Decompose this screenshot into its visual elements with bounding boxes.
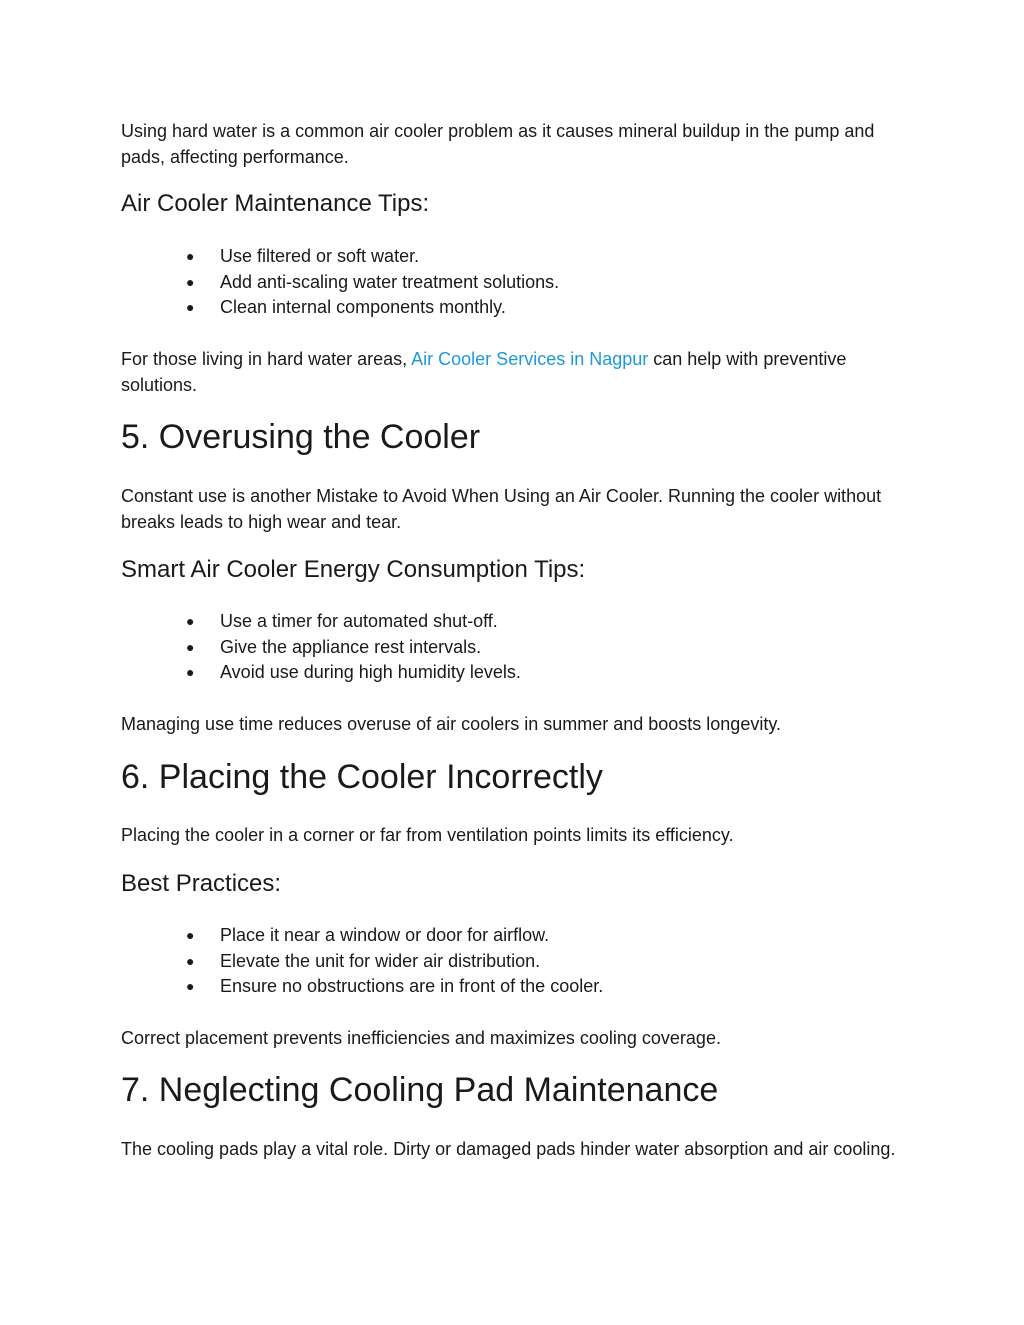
- section5-closing: Managing use time reduces overuse of air coolers in summer and boosts longevity.: [121, 714, 781, 734]
- bullet-icon: ●: [186, 613, 195, 629]
- list-item: ● Avoid use during high humidity levels.: [186, 660, 886, 686]
- list-item: ● Place it near a window or door for airflow.: [186, 923, 886, 949]
- section6-closing: Correct placement prevents inefficiencies and maximizes cooling coverage.: [121, 1028, 721, 1048]
- list-item: ● Clean internal components monthly.: [186, 295, 886, 321]
- best-practices-list: [186, 923, 886, 1000]
- intro-paragraph: Using hard water is a common air cooler problem as it causes mineral buildup in the pump and pads, affecting performance.: [121, 121, 875, 167]
- energy-tips-heading: Smart Air Cooler Energy Consumption Tips:: [121, 556, 586, 583]
- section6-intro: Placing the cooler in a corner or far from ventilation points limits its efficiency.: [121, 825, 734, 845]
- list-item: ● Add anti-scaling water treatment solutions.: [186, 270, 886, 296]
- list-item: ● Elevate the unit for wider air distribution.: [186, 949, 886, 975]
- maintenance-tips-heading: Air Cooler Maintenance Tips:: [121, 190, 430, 217]
- bullet-icon: ●: [186, 273, 195, 290]
- best-practices-heading: Best Practices:: [121, 870, 282, 897]
- section5-heading: 5. Overusing the Cooler: [121, 418, 481, 456]
- air-cooler-services-link[interactable]: Air Cooler Services in Nagpur: [411, 349, 649, 369]
- hard-water-paragraph: For those living in hard water areas, Air Cooler Services in Nagpur can help with preventive solutions.: [121, 349, 847, 395]
- list-item: ● Use filtered or soft water.: [186, 244, 886, 270]
- maintenance-tips-list: [186, 244, 886, 321]
- bullet-icon: ●: [186, 927, 195, 943]
- section5-intro: Constant use is another Mistake to Avoid When Using an Air Cooler. Running the cooler without breaks leads to high wear and tear.: [121, 486, 882, 532]
- bullet-icon: ●: [186, 638, 195, 655]
- section6-heading: 6. Placing the Cooler Incorrectly: [121, 758, 603, 796]
- energy-tips-list: [186, 609, 886, 686]
- bullet-icon: ●: [186, 978, 195, 994]
- bullet-icon: ●: [186, 664, 195, 680]
- list-item: ● Use a timer for automated shut-off.: [186, 609, 886, 635]
- bullet-icon: ●: [186, 299, 195, 315]
- section7-intro: The cooling pads play a vital role. Dirty or damaged pads hinder water absorption and air cooling.: [121, 1139, 896, 1159]
- bullet-icon: ●: [186, 248, 195, 264]
- bullet-icon: ●: [186, 952, 195, 969]
- section7-heading: 7. Neglecting Cooling Pad Maintenance: [121, 1071, 719, 1109]
- list-item: ● Give the appliance rest intervals.: [186, 635, 886, 661]
- list-item: ● Ensure no obstructions are in front of the cooler.: [186, 974, 886, 1000]
